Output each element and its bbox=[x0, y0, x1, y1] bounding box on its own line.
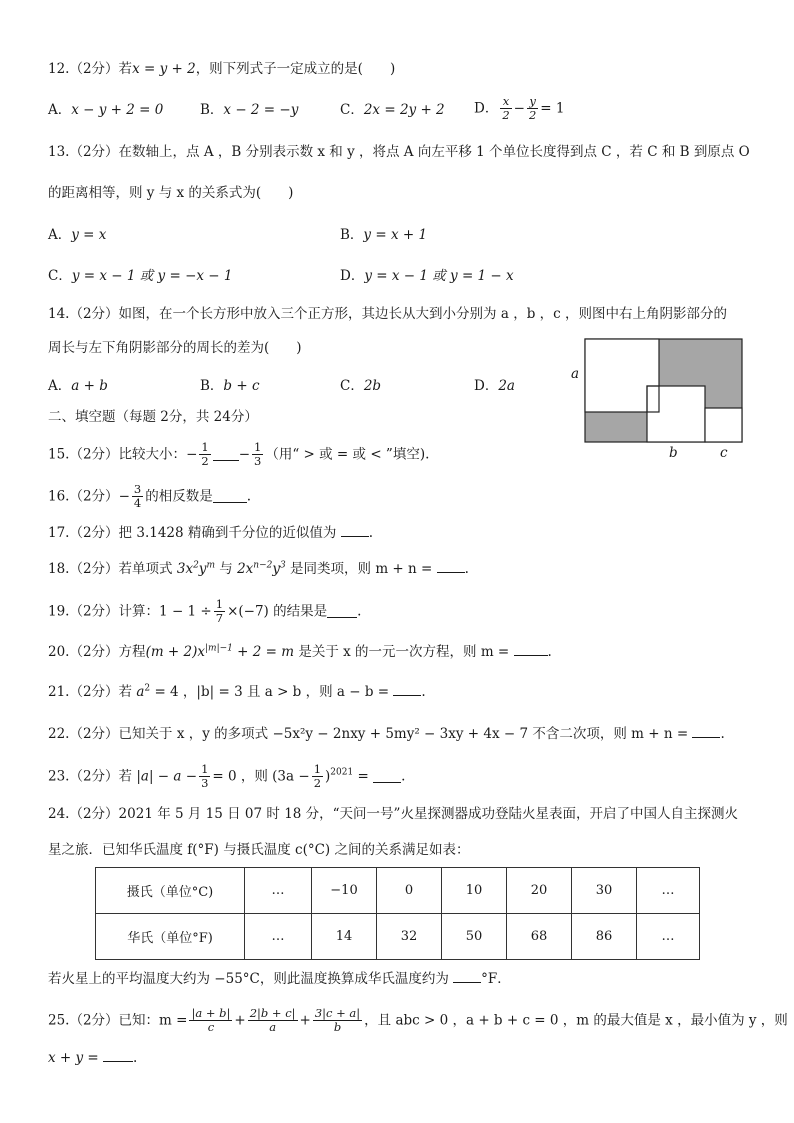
q25-line1: 25.（2分）已知：m = $\frac{|a + b|}{c}$ + $\frac{2|b + c|}{a}$ + $\frac{3|c + a|}{b}$ ，且 abc > 0 ，a + b + c = 0 ，m 的最大值是 x ，最小值为 y ，则 bbox=[48, 1006, 788, 1034]
fraction: $\frac{1}{3}$ bbox=[201, 762, 209, 790]
answer-blank[interactable] bbox=[103, 1049, 133, 1062]
table-cell: 20 bbox=[507, 868, 572, 914]
fraction: $\frac{1}{2}$ bbox=[313, 762, 322, 790]
answer-blank[interactable] bbox=[373, 770, 401, 783]
q14-option-d[interactable]: D．2a bbox=[474, 378, 515, 394]
q12-option-b[interactable]: B．x − 2 = −y bbox=[200, 102, 299, 118]
q13-line1: 13.（2分）在数轴上，点 A ，B 分别表示数 x 和 y ，将点 A 向左平移 1 个单位长度得到点 C ，若 C 和 B 到原点 O bbox=[48, 144, 750, 160]
fraction: $\frac{1}{2}$ bbox=[201, 440, 209, 468]
q14-line1: 14.（2分）如图，在一个长方形中放入三个正方形，其边长从大到小分别为 a ，b ，c ，则图中右上角阴影部分的 bbox=[48, 306, 727, 322]
temperature-table bbox=[95, 867, 700, 960]
shaded-bottom-left bbox=[585, 412, 647, 442]
fraction: $\frac{x}{2}$ bbox=[502, 94, 510, 122]
q20: 20.（2分）方程$(m + 2)x^{|m|-1} + 2 = m$ 是关于 x 的一元一次方程，则 m = . bbox=[48, 643, 552, 660]
table-cell: 30 bbox=[572, 868, 637, 914]
q19: 19.（2分）计算：1 − 1 ÷ $\frac{1}{7}$ ×(−7) 的结果是 . bbox=[48, 597, 362, 625]
q18: 18.（2分）若单项式 $3x^2y^m$ 与 $2x^{n-2}y^3$ 是同类项，则 m + n = . bbox=[48, 560, 469, 577]
figure-label-a: a bbox=[571, 366, 580, 382]
q14-option-c[interactable]: C．2b bbox=[340, 378, 382, 394]
q12-option-d[interactable]: D． $\frac{x}{2}$ − $\frac{y}{2}$ = 1 bbox=[474, 94, 565, 122]
q12-option-c[interactable]: C．2x = 2y + 2 bbox=[340, 102, 445, 118]
answer-blank[interactable] bbox=[327, 605, 357, 618]
square-c bbox=[705, 408, 742, 442]
answer-blank[interactable] bbox=[341, 524, 369, 537]
figure-label-c: c bbox=[720, 445, 728, 461]
fraction: $\frac{1}{7}$ bbox=[215, 597, 224, 625]
q24-line2: 星之旅．已知华氏温度 f(°F) 与摄氏温度 c(°C) 之间的关系满足如表： bbox=[48, 842, 470, 858]
answer-blank[interactable] bbox=[213, 448, 239, 461]
fraction: $\frac{3|c + a|}{b}$ bbox=[314, 1006, 361, 1034]
table-cell: … bbox=[245, 868, 312, 914]
q15: 15.（2分）比较大小：− $\frac{1}{2}$ − $\frac{1}{3}$ （用“ > 或 = 或 < ”填空). bbox=[48, 440, 430, 468]
answer-blank[interactable] bbox=[393, 683, 421, 696]
q13-option-b[interactable]: B．y = x + 1 bbox=[340, 227, 428, 243]
q23: 23.（2分）若 |a| − a − $\frac{1}{3}$ = 0 ，则 (3a − $\frac{1}{2}$ )$^{2021}$ = . bbox=[48, 762, 406, 790]
q24-line1: 24.（2分）2021 年 5 月 15 日 07 时 18 分，“天问一号”火星探测器成功登陆火星表面，开启了中国人自主探测火 bbox=[48, 806, 738, 822]
table-cell: 50 bbox=[442, 914, 507, 960]
q13-line2: 的距离相等，则 y 与 x 的关系式为( ) bbox=[48, 185, 294, 201]
table-cell: 32 bbox=[377, 914, 442, 960]
table-cell: … bbox=[637, 868, 700, 914]
section-heading-fill-in: 二、填空题（每题 2分，共 24分） bbox=[48, 409, 258, 425]
fraction: $\frac{3}{4}$ bbox=[133, 482, 142, 510]
answer-blank[interactable] bbox=[514, 643, 548, 656]
q12-stem: 12.（2分）若x = y + 2，则下列式子一定成立的是( ) bbox=[48, 61, 396, 77]
figure-label-b: b bbox=[669, 445, 678, 461]
table-cell: 0 bbox=[377, 868, 442, 914]
q13-option-d[interactable]: D．y = x − 1 或 y = 1 − x bbox=[340, 268, 514, 284]
square-b bbox=[647, 386, 705, 442]
q25-line2: x + y = . bbox=[48, 1050, 138, 1066]
answer-blank[interactable] bbox=[437, 560, 465, 573]
q13-option-c[interactable]: C．y = x − 1 或 y = −x − 1 bbox=[48, 268, 233, 284]
q22: 22.（2分）已知关于 x ，y 的多项式 −5x²y − 2nxy + 5my² − 3xy + 4x − 7 不含二次项，则 m + n = . bbox=[48, 726, 725, 742]
fraction: $\frac{y}{2}$ bbox=[528, 94, 537, 122]
fraction: $\frac{|a + b|}{c}$ bbox=[191, 1006, 231, 1034]
answer-blank[interactable] bbox=[213, 490, 247, 503]
table-row-celsius bbox=[96, 868, 700, 914]
table-cell: 68 bbox=[507, 914, 572, 960]
q17: 17.（2分）把 3.1428 精确到千分位的近似值为 . bbox=[48, 525, 373, 541]
q13-option-a[interactable]: A．y = x bbox=[48, 227, 107, 243]
table-cell: … bbox=[245, 914, 312, 960]
q12-option-a[interactable]: A．x − y + 2 = 0 bbox=[48, 102, 164, 118]
table-row-fahrenheit bbox=[96, 914, 700, 960]
q21: 21.（2分）若 $a^2 = 4$ ，|b| = 3 且 a > b ，则 a − b = . bbox=[48, 683, 426, 700]
table-cell: … bbox=[637, 914, 700, 960]
table-cell: 华氏（单位°F) bbox=[96, 914, 245, 960]
table-cell: 14 bbox=[312, 914, 377, 960]
table-cell: 86 bbox=[572, 914, 637, 960]
fraction: $\frac{1}{3}$ bbox=[254, 440, 262, 468]
answer-blank[interactable] bbox=[692, 725, 720, 738]
q16: 16.（2分）− $\frac{3}{4}$ 的相反数是 . bbox=[48, 482, 251, 510]
table-cell: 10 bbox=[442, 868, 507, 914]
table-cell: −10 bbox=[312, 868, 377, 914]
q14-option-b[interactable]: B．b + c bbox=[200, 378, 260, 394]
q24-line3: 若火星上的平均温度大约为 −55°C，则此温度换算成华氏温度约为 °F． bbox=[48, 971, 511, 987]
table-cell: 摄氏（单位°C) bbox=[96, 868, 245, 914]
q14-option-a[interactable]: A．a + b bbox=[48, 378, 108, 394]
answer-blank[interactable] bbox=[453, 970, 481, 983]
fraction: $\frac{2|b + c|}{a}$ bbox=[249, 1006, 296, 1034]
q14-line2: 周长与左下角阴影部分的周长的差为( ) bbox=[48, 340, 302, 356]
